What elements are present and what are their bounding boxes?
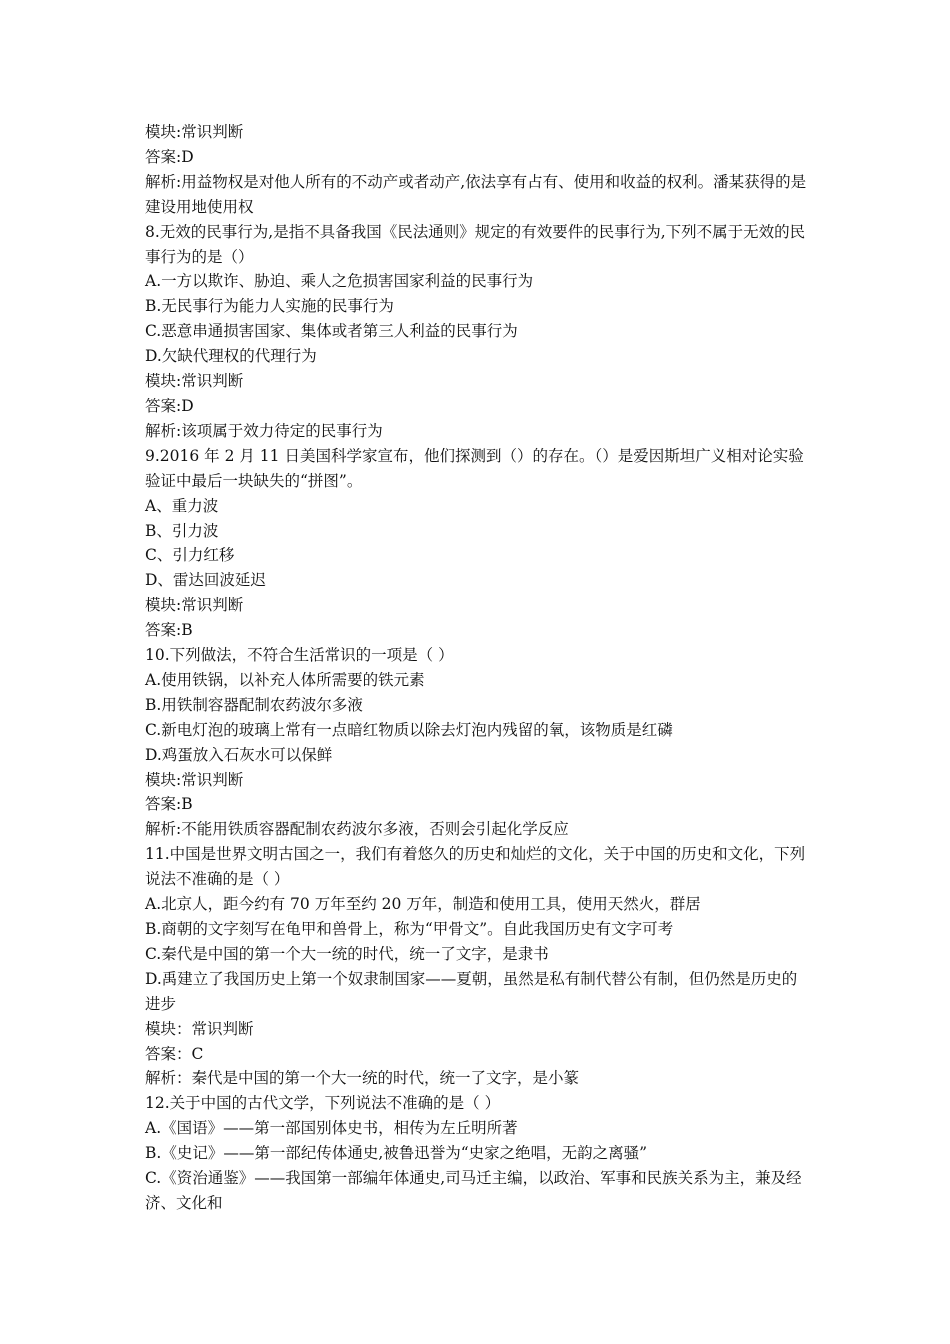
explanation-text: 解析:不能用铁质容器配制农药波尔多液，否则会引起化学反应 (145, 820, 569, 839)
module-label: 模块:常识判断 (145, 372, 244, 391)
option-c: C.《资治通鉴》——我国第一部编年体通史,司马迁主编，以政治、军事和民族关系为主，兼及经济、文化和 (145, 1169, 802, 1212)
answer-label: 答案:B (145, 795, 193, 814)
option-b: B.商朝的文字刻写在龟甲和兽骨上，称为“甲骨文”。自此我国历史有文字可考 (145, 920, 674, 938)
option-b: B.《史记》——第一部纪传体通史,被鲁迅誉为“史家之绝唱，无韵之离骚” (145, 1144, 648, 1163)
option-d: D.禹建立了我国历史上第一个奴隶制国家——夏朝，虽然是私有制代替公有制，但仍然是历史的进步 (145, 969, 798, 1013)
option-a: A.《国语》——第一部国别体史书，相传为左丘明所著 (145, 1119, 518, 1138)
option-c: C、引力红移 (145, 546, 235, 565)
explanation-text: 解析：秦代是中国的第一个大一统的时代，统一了文字，是小篆 (145, 1069, 580, 1088)
option-b: B.无民事行为能力人实施的民事行为 (145, 297, 394, 316)
question-8: 8.无效的民事行为,是指不具备我国《民法通则》规定的有效要件的民事行为,下列不属于无效的民事行为的是（） (145, 222, 806, 266)
option-c: C.秦代是中国的第一个大一统的时代，统一了文字，是隶书 (145, 944, 549, 963)
option-b: B.用铁制容器配制农药波尔多液 (145, 695, 363, 714)
option-d: D、雷达回波延迟 (145, 571, 266, 590)
option-a: A、重力波 (145, 496, 219, 515)
option-c: C.恶意串通损害国家、集体或者第三人利益的民事行为 (145, 322, 518, 341)
answer-label: 答案:D (145, 396, 194, 415)
option-a: A.一方以欺诈、胁迫、乘人之危损害国家利益的民事行为 (145, 272, 534, 291)
option-d: D.鸡蛋放入石灰水可以保鲜 (145, 745, 333, 764)
module-label: 模块：常识判断 (145, 1019, 254, 1038)
answer-label: 答案：C (145, 1044, 204, 1063)
option-c: C.新电灯泡的玻璃上常有一点暗红物质以除去灯泡内残留的氧，该物质是红磷 (145, 720, 673, 739)
question-10: 10.下列做法，不符合生活常识的一项是（ ） (145, 646, 454, 665)
option-d: D.欠缺代理权的代理行为 (145, 347, 317, 366)
option-a: A.北京人，距今约有 70 万年至约 20 万年，制造和使用工具，使用天然火，群居 (145, 895, 701, 914)
module-label: 模块:常识判断 (145, 770, 244, 789)
option-b: B、引力波 (145, 521, 219, 540)
module-label: 模块:常识判断 (145, 123, 244, 141)
answer-label: 答案:D (145, 147, 194, 166)
document-page (145, 120, 810, 1216)
answer-label: 答案:B (145, 621, 193, 640)
module-label: 模块:常识判断 (145, 596, 244, 615)
option-a: A.使用铁锅，以补充人体所需要的铁元素 (145, 670, 425, 689)
explanation-text: 解析:该项属于效力待定的民事行为 (145, 421, 383, 440)
question-9: 9.2016 年 2 月 11 日美国科学家宣布，他们探测到（）的存在。（）是爱因斯坦广义相对论实验验证中最后一块缺失的“拼图”。 (145, 446, 804, 490)
explanation-text: 解析:用益物权是对他人所有的不动产或者动产,依法享有占有、使用和收益的权利。潘某获得的是建设用地使用权 (145, 172, 807, 216)
question-12: 12.关于中国的古代文学，下列说法不准确的是（ ） (145, 1094, 501, 1113)
question-11: 11.中国是世界文明古国之一，我们有着悠久的历史和灿烂的文化，关于中国的历史和文化，下列说法不准确的是（ ） (145, 845, 806, 889)
